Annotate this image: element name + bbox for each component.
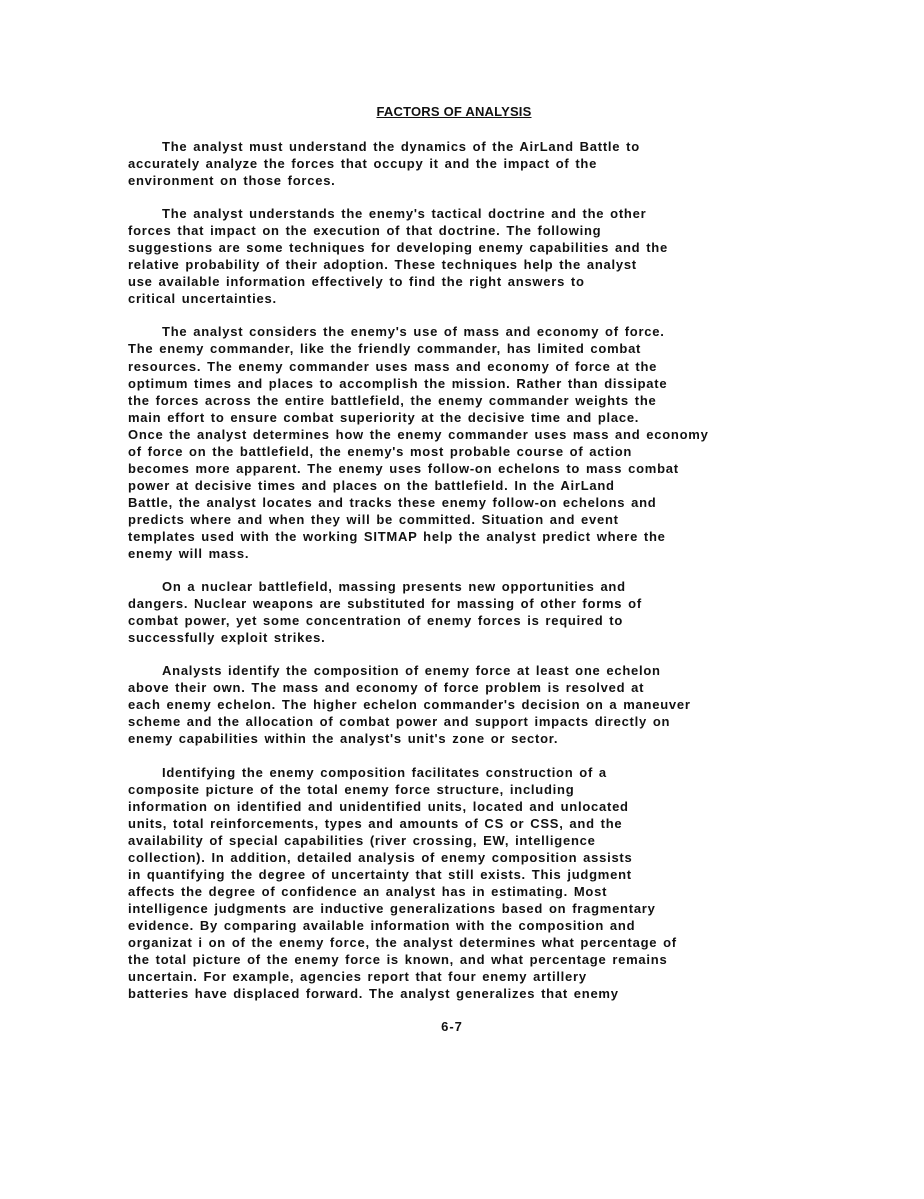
text-line: the forces across the entire battlefield, the enemy commander weights the — [128, 392, 657, 408]
text-line: templates used with the working SITMAP help the analyst predict where the — [128, 528, 666, 544]
text-line: in quantifying the degree of uncertainty that still exists. This judgment — [128, 866, 632, 882]
text-line: of force on the battlefield, the enemy's most probable course of action — [128, 443, 633, 459]
text-line: affects the degree of confidence an analyst has in estimating. Most — [128, 883, 608, 899]
paragraph — [128, 323, 768, 562]
text-line: enemy will mass. — [128, 546, 250, 562]
page-title: FACTORS OF ANALYSIS — [376, 104, 532, 119]
text-line: Battle, the analyst locates and tracks these enemy follow-on echelons and — [128, 494, 657, 510]
text-line: evidence. By comparing available information with the composition and — [128, 917, 636, 933]
page-number: 6-7 — [441, 1019, 463, 1034]
text-line: suggestions are some techniques for developing enemy capabilities and the — [128, 240, 668, 256]
text-line: above their own. The mass and economy of force problem is resolved at — [128, 680, 645, 696]
text-line: environment on those forces. — [128, 173, 336, 189]
text-line: dangers. Nuclear weapons are substituted for massing of other forms of — [128, 596, 642, 612]
text-line: Once the analyst determines how the enemy commander uses mass and economy — [128, 426, 709, 442]
text-line: combat power, yet some concentration of enemy forces is required to — [128, 613, 624, 629]
text-line: each enemy echelon. The higher echelon commander's decision on a maneuver — [128, 697, 691, 713]
text-line: Identifying the enemy composition facilitates construction of a — [162, 764, 607, 780]
text-line: The analyst must understand the dynamics of the AirLand Battle to — [162, 139, 640, 154]
text-line: resources. The enemy commander uses mass and economy of force at the — [128, 358, 658, 374]
text-line: use available information effectively to find the right answers to — [128, 274, 585, 290]
paragraph — [128, 578, 768, 646]
body-text — [128, 138, 768, 1018]
text-line: availability of special capabilities (river crossing, EW, intelligence — [128, 832, 596, 848]
paragraph — [128, 138, 768, 189]
text-line: main effort to ensure combat superiority at the decisive time and place. — [128, 409, 640, 425]
text-line: relative probability of their adoption. These techniques help the analyst — [128, 257, 637, 273]
paragraph — [128, 764, 768, 1003]
text-line: batteries have displaced forward. The analyst generalizes that enemy — [128, 986, 619, 1002]
text-line: composite picture of the total enemy force structure, including — [128, 781, 575, 797]
text-line: scheme and the allocation of combat power and support impacts directly on — [128, 714, 671, 730]
text-line: becomes more apparent. The enemy uses follow-on echelons to mass combat — [128, 460, 679, 476]
text-line: units, total reinforcements, types and amounts of CS or CSS, and the — [128, 815, 623, 831]
text-line: predicts where and when they will be committed. Situation and event — [128, 511, 619, 527]
text-line: information on identified and unidentified units, located and unlocated — [128, 798, 629, 814]
text-line: The analyst considers the enemy's use of mass and economy of force. — [162, 324, 665, 340]
text-line: intelligence judgments are inductive generalizations based on fragmentary — [128, 900, 656, 916]
text-line: On a nuclear battlefield, massing presents new opportunities and — [162, 579, 626, 595]
text-line: The enemy commander, like the friendly commander, has limited combat — [128, 341, 642, 357]
text-line: the total picture of the enemy force is known, and what percentage remains — [128, 952, 668, 968]
text-line: organizat i on of the enemy force, the analyst determines what percentage of — [128, 934, 677, 950]
text-line: enemy capabilities within the analyst's unit's zone or sector. — [128, 731, 559, 747]
paragraph — [128, 662, 768, 747]
text-line: Analysts identify the composition of enemy force at least one echelon — [162, 663, 661, 679]
paragraph — [128, 205, 768, 307]
text-line: collection). In addition, detailed analysis of enemy composition assists — [128, 849, 633, 865]
text-line: power at decisive times and places on the battlefield. In the AirLand — [128, 477, 615, 493]
text-line: The analyst understands the enemy's tactical doctrine and the other — [162, 206, 647, 222]
text-line: successfully exploit strikes. — [128, 630, 326, 646]
text-line: optimum times and places to accomplish the mission. Rather than dissipate — [128, 375, 668, 391]
text-line: uncertain. For example, agencies report that four enemy artillery — [128, 969, 587, 985]
text-line: forces that impact on the execution of that doctrine. The following — [128, 223, 602, 239]
text-line: accurately analyze the forces that occupy it and the impact of the — [128, 156, 598, 172]
text-line: critical uncertainties. — [128, 291, 277, 307]
